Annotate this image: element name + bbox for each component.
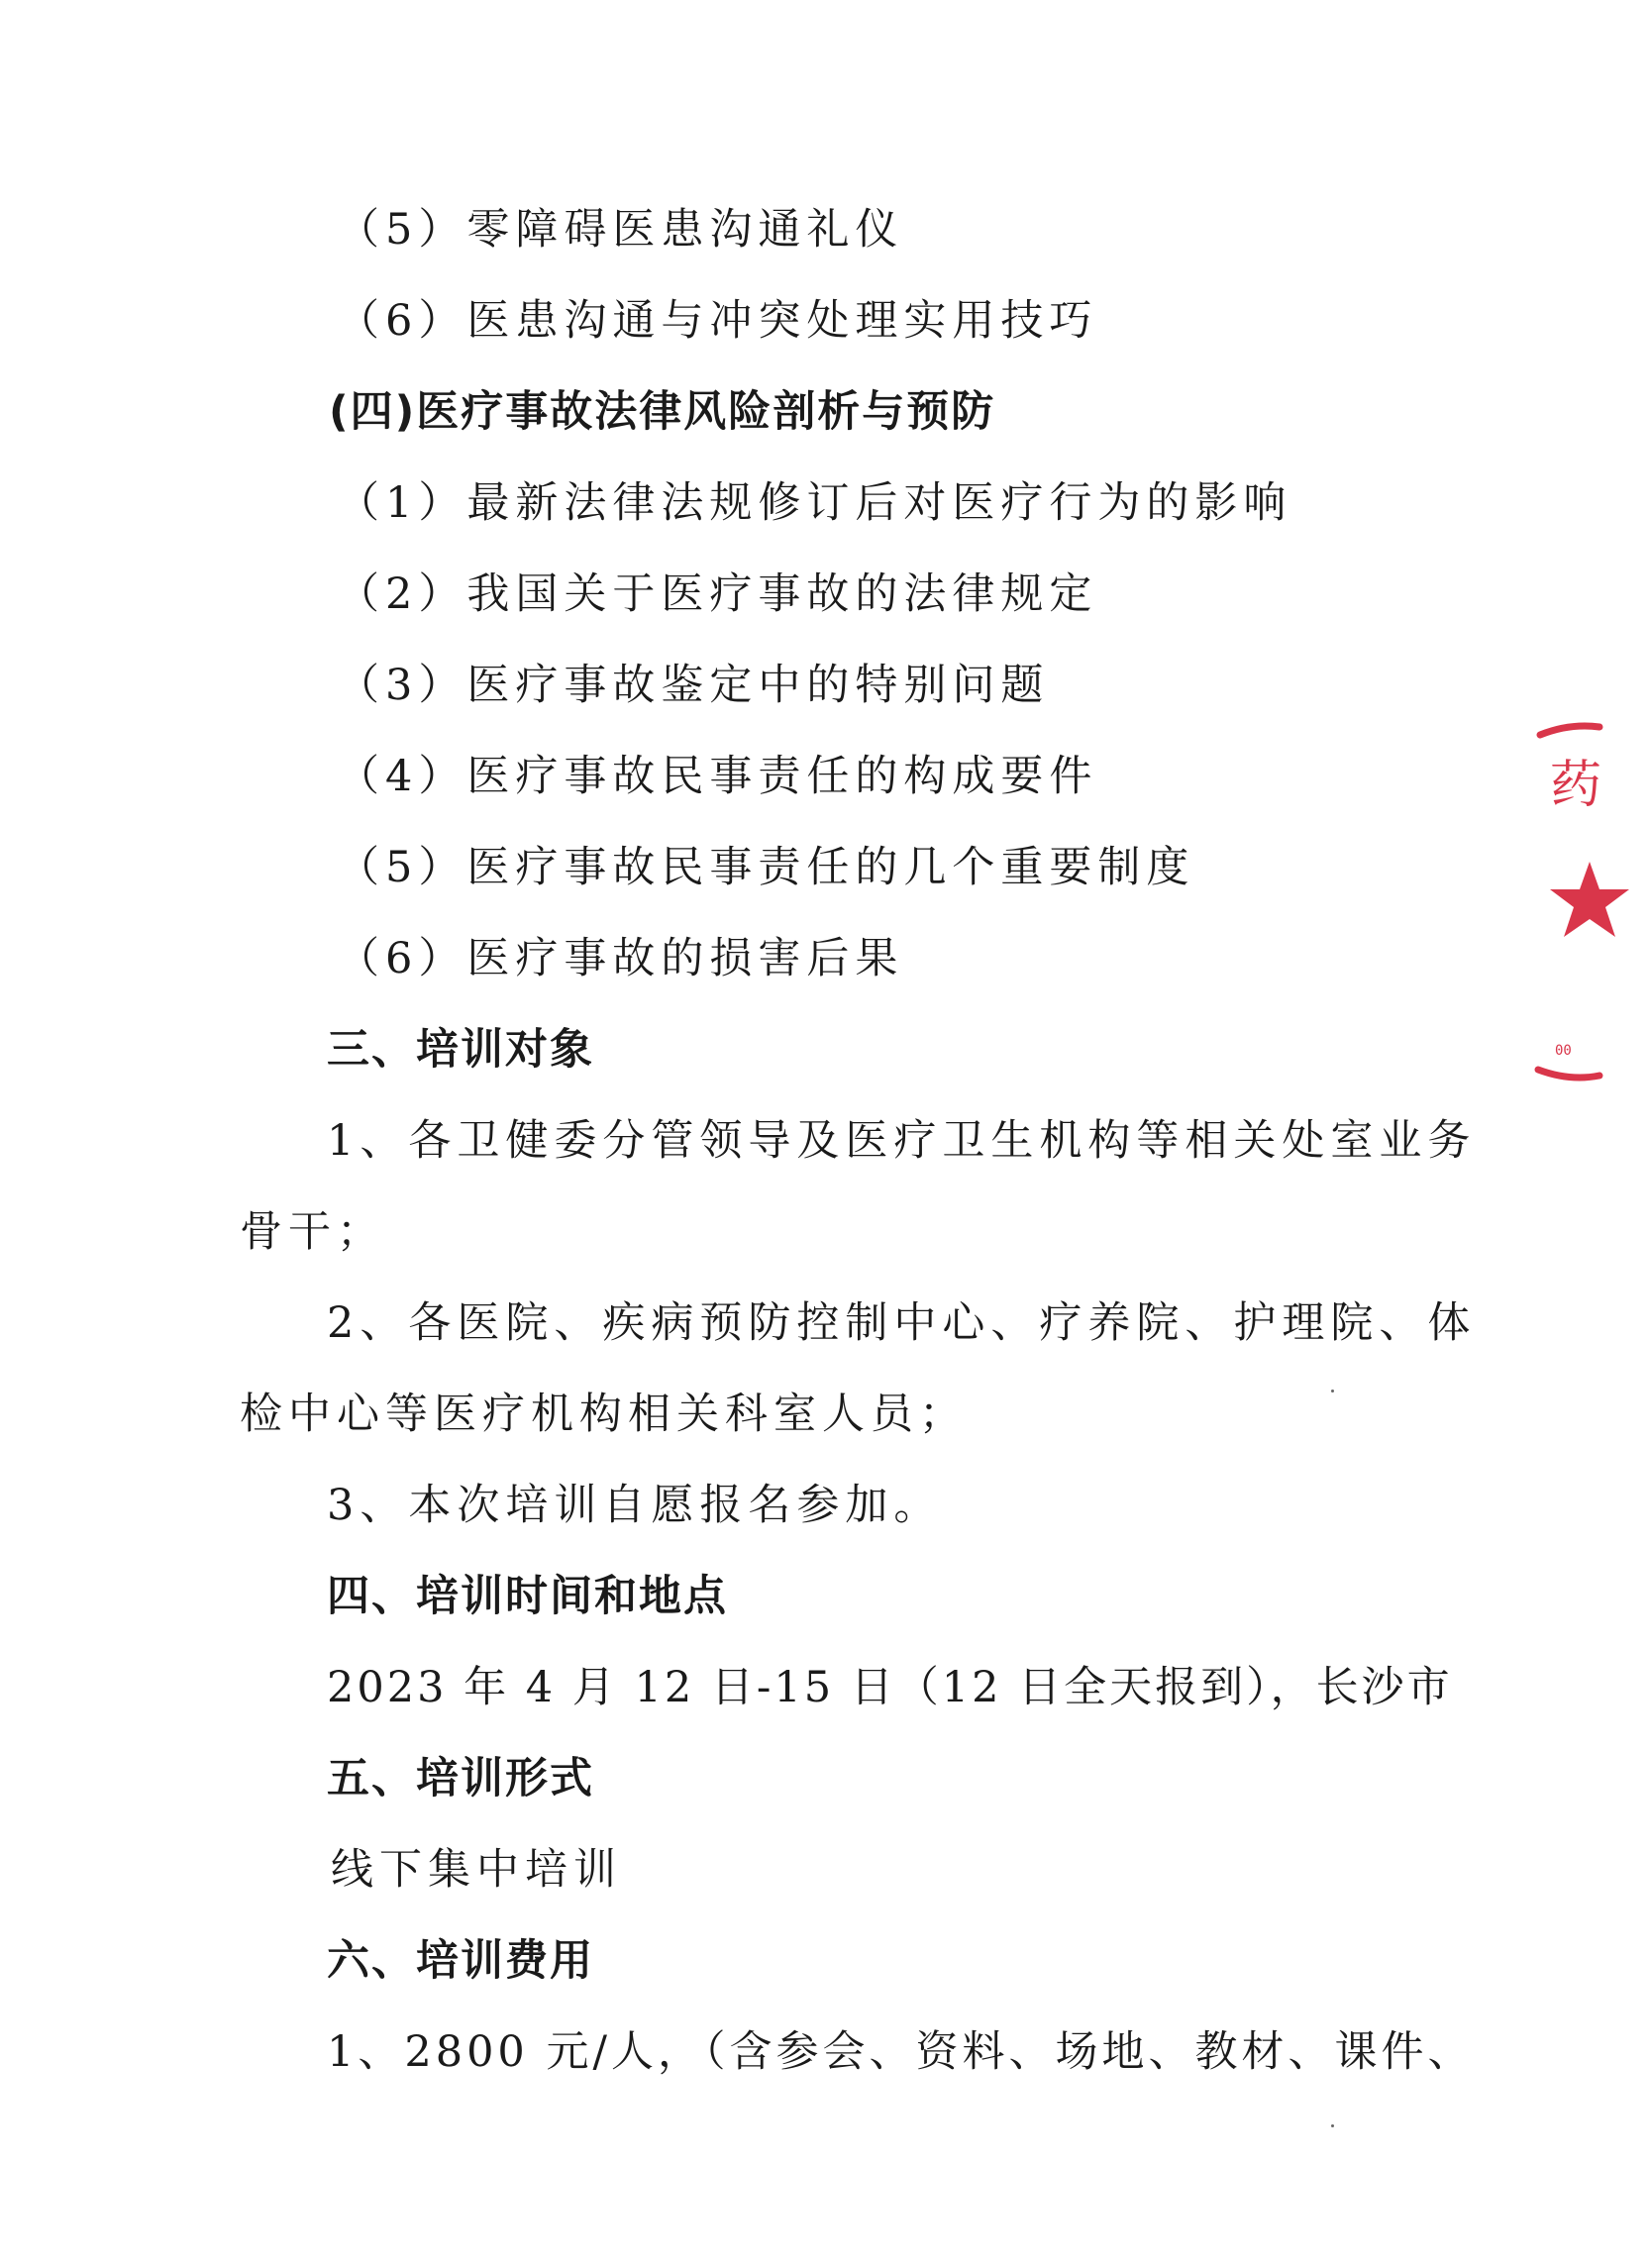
list-item-2-legal-rules: （2）我国关于医疗事故的法律规定 — [337, 569, 1098, 619]
time-place-text: 2023 年 4 月 12 日-15 日（12 日全天报到），长沙市 — [327, 1663, 1453, 1712]
list-item-5-liability-systems: （5）医疗事故民事责任的几个重要制度 — [337, 843, 1195, 892]
target-item-2-continued: 检中心等医疗机构相关科室人员； — [240, 1390, 968, 1439]
target-item-3: 3、本次培训自愿报名参加。 — [327, 1481, 943, 1530]
list-item-3-identification: （3）医疗事故鉴定中的特别问题 — [337, 661, 1050, 710]
official-seal-stamp — [1530, 723, 1649, 1080]
target-item-1: 1、各卫健委分管领导及医疗卫生机构等相关处室业务 — [327, 1116, 1477, 1166]
target-item-1-continued: 骨干； — [240, 1207, 385, 1257]
seal-stamp-graphic — [1530, 723, 1649, 1080]
section-heading-3-target: 三、培训对象 — [327, 1025, 594, 1075]
list-item-4-liability-elements: （4）医疗事故民事责任的构成要件 — [337, 752, 1098, 801]
list-item-5-etiquette: （5）零障碍医患沟通礼仪 — [337, 205, 904, 255]
scan-speck — [1331, 2124, 1334, 2127]
seal-character: 药 — [1550, 756, 1602, 815]
seal-number: 00 — [1555, 1043, 1572, 1059]
target-item-2: 2、各医院、疾病预防控制中心、疗养院、护理院、体 — [327, 1298, 1477, 1348]
list-item-6-conflict: （6）医患沟通与冲突处理实用技巧 — [337, 296, 1098, 346]
seal-star-icon — [1550, 862, 1629, 937]
section-heading-4-time-place: 四、培训时间和地点 — [327, 1572, 728, 1621]
format-text: 线下集中培训 — [331, 1845, 622, 1895]
list-item-1-law-revision: （1）最新法律法规修订后对医疗行为的影响 — [337, 478, 1292, 528]
section-heading-4: (四)医疗事故法律风险剖析与预防 — [329, 387, 996, 437]
list-item-6-damage: （6）医疗事故的损害后果 — [337, 934, 904, 983]
section-heading-5-format: 五、培训形式 — [327, 1754, 594, 1804]
section-heading-6-fee: 六、培训费用 — [327, 1936, 594, 1986]
scan-speck — [1331, 1390, 1334, 1392]
fee-item-1: 1、2800 元/人，（含参会、资料、场地、教材、课件、 — [327, 2027, 1475, 2077]
